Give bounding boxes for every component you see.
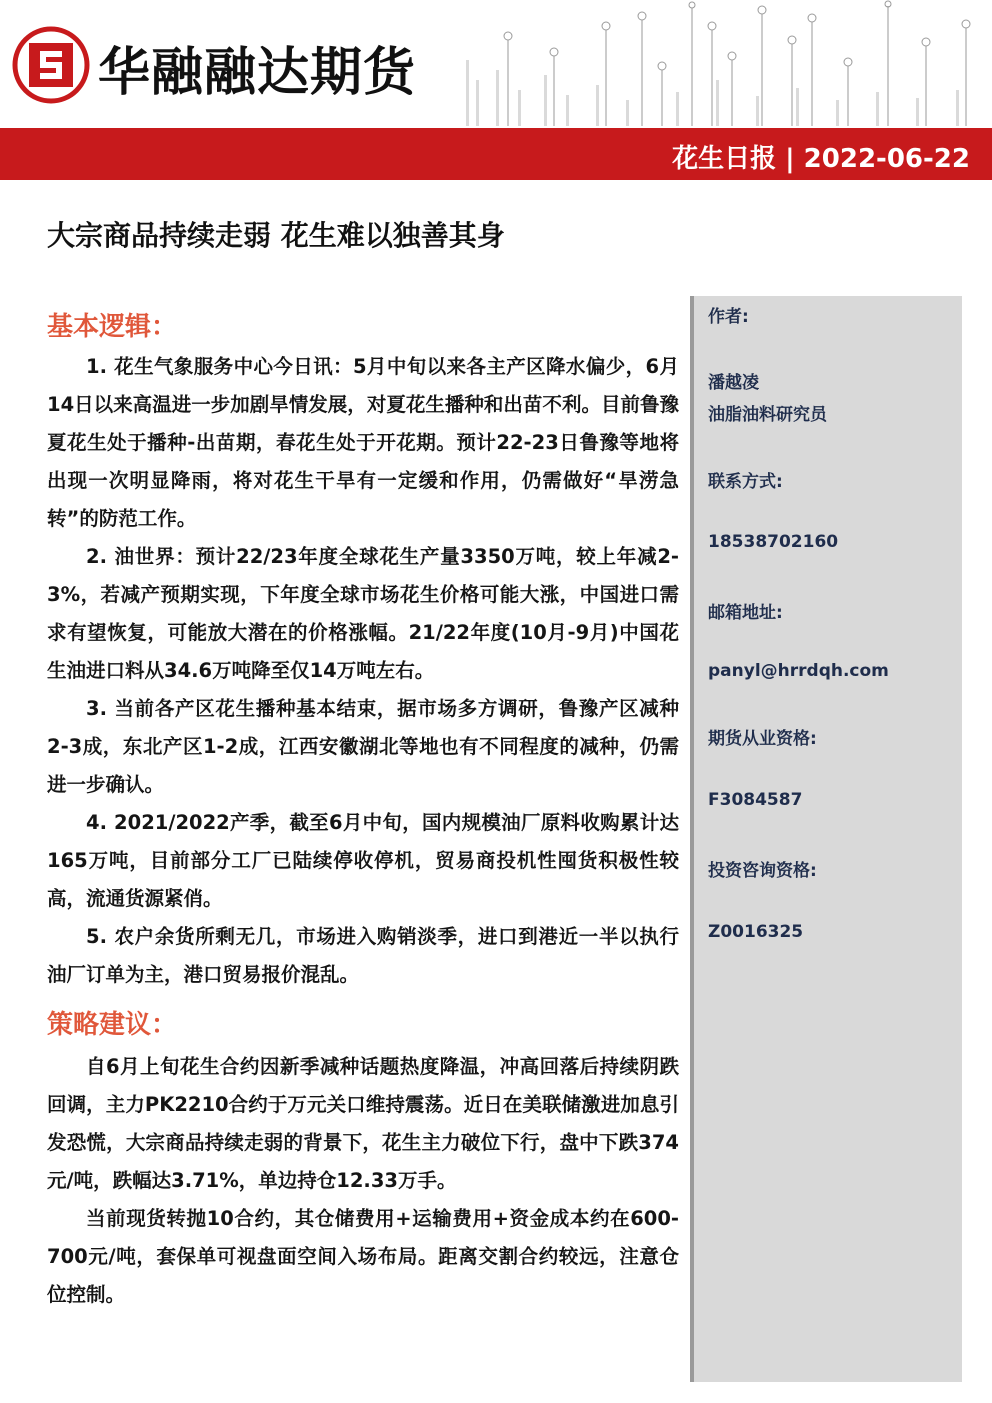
strategy-paragraph: 自6月上旬花生合约因新季减种话题热度降温，冲高回落后持续阴跌回调，主力PK2210合约于万元关口维持震荡。近日在美联储激进加息引发恐慌，大宗商品持续走弱的背景下，花生主力破位下行，盘中下跌374元/吨，跌幅达3.71%，单边持仓12.33万手。 (47, 1055, 679, 1192)
logic-paragraph: 1. 花生气象服务中心今日讯：5月中旬以来各主产区降水偏少，6月14日以来高温进一步加剧旱情发展，对夏花生播种和出苗不利。目前鲁豫夏花生处于播种-出苗期，春花生处于开花期。预计22-23日鲁豫等地将出现一次明显降雨，将对花生干旱有一定缓和作用，仍需做好“旱涝急转”的防范工作。 (47, 355, 679, 530)
strategy-paragraph: 当前现货转抛10合约，其仓储费用+运输费用+资金成本约在600-700元/吨，套保单可视盘面空间入场布局。距离交割合约较远，注意仓位控制。 (47, 1207, 679, 1306)
section-heading-logic: 基本逻辑： (47, 312, 178, 342)
contact-label: 联系方式: (708, 472, 783, 492)
email-label: 邮箱地址: (708, 603, 783, 623)
logic-paragraph: 4. 2021/2022产季，截至6月中旬，国内规模油厂原料收购累计达165万吨，目前部分工厂已陆续停收停机，贸易商投机性囤货积极性较高，流通货源紧俏。 (47, 811, 679, 910)
section-heading-strategy: 策略建议： (47, 1010, 178, 1040)
consult-qualification-number: Z0016325 (708, 922, 804, 942)
email-address[interactable]: panyl@hrrdqh.com (708, 661, 889, 681)
logic-paragraph: 5. 农户余货所剩无几，市场进入购销淡季，进口到港近一半以执行油厂订单为主，港口贸易报价混乱。 (47, 925, 679, 986)
consult-qualification-label: 投资咨询资格: (708, 861, 817, 881)
section-strategy-body (47, 1048, 679, 1314)
company-logo-icon (12, 26, 90, 104)
author-name: 潘越凌 (708, 373, 759, 393)
brand-name: 华融融达期货 (98, 43, 417, 103)
author-sidebar (690, 296, 962, 1382)
author-label: 作者: (708, 307, 749, 327)
futures-qualification-number: F3084587 (708, 790, 803, 810)
logic-paragraph: 2. 油世界：预计22/23年度全球花生产量3350万吨，较上年减2-3%，若减产预期实现，下年度全球市场花生价格可能大涨，中国进口需求有望恢复，可能放大潜在的价格涨幅。21/22年度(10月-9月)中国花生油进口料从34.6万吨降至仅14万吨左右。 (47, 545, 679, 682)
section-logic-body (47, 348, 679, 994)
futures-qualification-label: 期货从业资格: (708, 729, 817, 749)
decorative-pattern (456, 0, 984, 126)
logic-paragraph: 3. 当前各产区花生播种基本结束，据市场多方调研，鲁豫产区减种2-3成，东北产区1-2成，江西安徽湖北等地也有不同程度的减种，仍需进一步确认。 (47, 697, 679, 796)
author-title: 油脂油料研究员 (708, 405, 827, 425)
report-title: 大宗商品持续走弱 花生难以独善其身 (47, 219, 505, 252)
contact-phone: 18538702160 (708, 532, 839, 552)
report-type-date: 花生日报 | 2022-06-22 (672, 144, 970, 174)
